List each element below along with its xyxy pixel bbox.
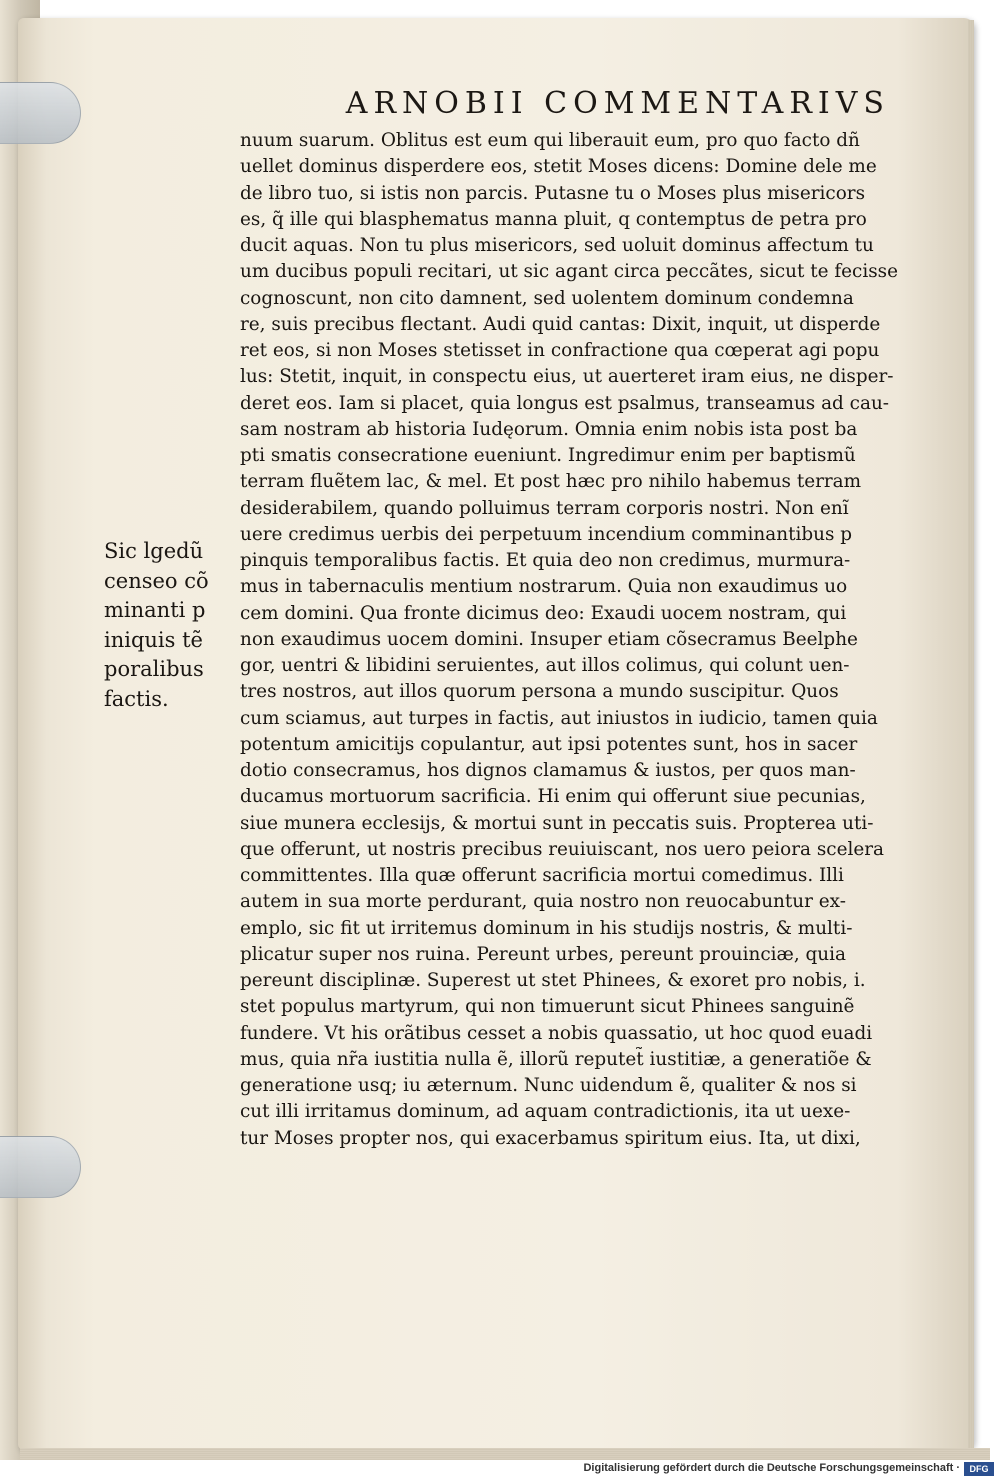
text-line: potentum amicitijs copulantur, aut ipsi potentes sunt, hos in sacer — [240, 733, 858, 755]
text-line: pti smatis consecratione eueniunt. Ingredimur enim per baptismũ — [240, 445, 856, 466]
text-line: ducamus mortuorum sacrificia. Hi enim qui offerunt siue pecunias, — [240, 786, 866, 808]
text-line: generatione usq; iu æternum. Nunc uidendum ẽ, qualiter & nos si — [240, 1075, 857, 1096]
text-line: de libro tuo, si istis non parcis. Putasne tu o Moses plus misericors — [240, 182, 866, 204]
text-line: plicatur super nos ruina. Pereunt urbes, pereunt prouinciæ, quia — [240, 943, 847, 965]
text-line: fundere. Vt his orãtibus cesset a nobis quassatio, ut hoc quod euadi — [240, 1022, 873, 1044]
text-line: emplo, sic fit ut irritemus dominum in his studijs nostris, & multi- — [240, 917, 853, 939]
text-line: pereunt disciplinæ. Superest ut stet Phinees, & exoret pro nobis, i. — [240, 970, 866, 991]
text-line: non exaudimus uocem domini. Insuper etiam cõsecramus Beelphe — [240, 628, 858, 650]
text-line: pinquis temporalibus factis. Et quia deo non credimus, murmura- — [240, 550, 851, 571]
text-line: lus: Stetit, inquit, in conspectu eius, ut auerteret iram eius, ne disper- — [240, 366, 894, 388]
text-line: uere credimus uerbis dei perpetuum incendium comminantibus p — [240, 523, 853, 545]
text-line: nuum suarum. Oblitus est eum qui liberauit eum, pro quo facto dñ — [240, 130, 860, 151]
text-line: mus in tabernaculis mentium nostrarum. Quia non exaudimus uo — [240, 576, 848, 598]
text-line: ret eos, si non Moses stetisset in confractione qua cœperat agi popu — [240, 340, 880, 361]
text-line: autem in sua morte perdurant, quia nostro non reuocabuntur ex- — [240, 891, 846, 913]
text-line: um ducibus populi recitari, ut sic agant circa peccãtes, sicut te fecisse — [240, 261, 898, 283]
text-line: cum sciamus, aut turpes in factis, aut iniustos in iudicio, tamen quia — [240, 707, 878, 729]
text-line: stet populus martyrum, qui non timuerunt sicut Phinees sanguinẽ — [240, 996, 855, 1018]
digitization-credit: Digitalisierung gefördert durch die Deutsche Forschungsgemeinschaft · — [583, 1462, 960, 1474]
text-line: gor, uentri & libidini seruientes, aut illos colimus, qui colunt uen- — [240, 655, 850, 676]
marginal-note-line: minanti p — [104, 598, 206, 622]
text-line: que offerunt, ut nostris precibus reuiuiscant, nos uero peiora scelera — [240, 838, 884, 860]
text-line: cognoscunt, non cito damnent, sed uolentem dominum condemna — [240, 287, 854, 309]
book-clip-top — [0, 82, 81, 144]
text-line: deret eos. Iam si placet, quia longus est psalmus, transeamus ad cau- — [240, 392, 889, 414]
text-line: es, q̃ ille qui blasphematus manna pluit, q contemptus de petra pro — [240, 208, 867, 230]
marginal-note-line: poralibus — [104, 657, 204, 681]
text-line: dotio consecramus, hos dignos clamamus & iustos, per quos man- — [240, 760, 856, 781]
text-line: desiderabilem, quando polluimus terram corporis nostri. Non enĩ — [240, 497, 849, 519]
text-line: tres nostros, aut illos quorum persona a mundo suscipitur. Quos — [240, 681, 839, 703]
marginal-note-line: Sic lgedũ — [104, 539, 204, 563]
text-line: terram fluẽtem lac, & mel. Et post hæc pro nihilo habemus terram — [240, 471, 862, 493]
marginal-note-line: factis. — [104, 686, 169, 711]
page-fore-edge — [968, 20, 974, 1448]
book-clip-bottom — [0, 1136, 81, 1198]
running-head: ARNOBII COMMENTARIVS — [345, 86, 890, 121]
dfg-logo: DFG — [964, 1462, 994, 1476]
body-text — [240, 128, 952, 1152]
text-line: re, suis precibus flectant. Audi quid cantas: Dixit, inquit, ut disperde — [240, 313, 881, 335]
text-line: tur Moses propter nos, qui exacerbamus spiritum eius. Ita, ut dixi, — [240, 1127, 861, 1149]
text-line: ducit aquas. Non tu plus misericors, sed uoluit dominus affectum tu — [240, 235, 874, 256]
page-stack-bottom — [20, 1448, 990, 1460]
text-line: mus, quia nr̃a iustitia nulla ẽ, illorũ reputet̃ iustitiæ, a generatiõe & — [240, 1048, 872, 1070]
marginal-note — [104, 537, 236, 714]
text-line: committentes. Illa quæ offerunt sacrificia mortui comedimus. Illi — [240, 865, 844, 886]
text-line: sam nostram ab historia Iudęorum. Omnia enim nobis ista post ba — [240, 418, 858, 440]
marginal-note-line: censeo cõ — [104, 568, 209, 593]
text-line: uellet dominus disperdere eos, stetit Moses dicens: Domine dele me — [240, 156, 877, 178]
marginal-note-line: iniquis tẽ — [104, 627, 203, 652]
text-line: siue munera ecclesijs, & mortui sunt in peccatis suis. Propterea uti- — [240, 812, 874, 834]
text-line: cut illi irritamus dominum, ad aquam contradictionis, ita ut uexe- — [240, 1101, 851, 1123]
text-line: cem domini. Qua fronte dicimus deo: Exaudi uocem nostram, qui — [240, 602, 847, 624]
